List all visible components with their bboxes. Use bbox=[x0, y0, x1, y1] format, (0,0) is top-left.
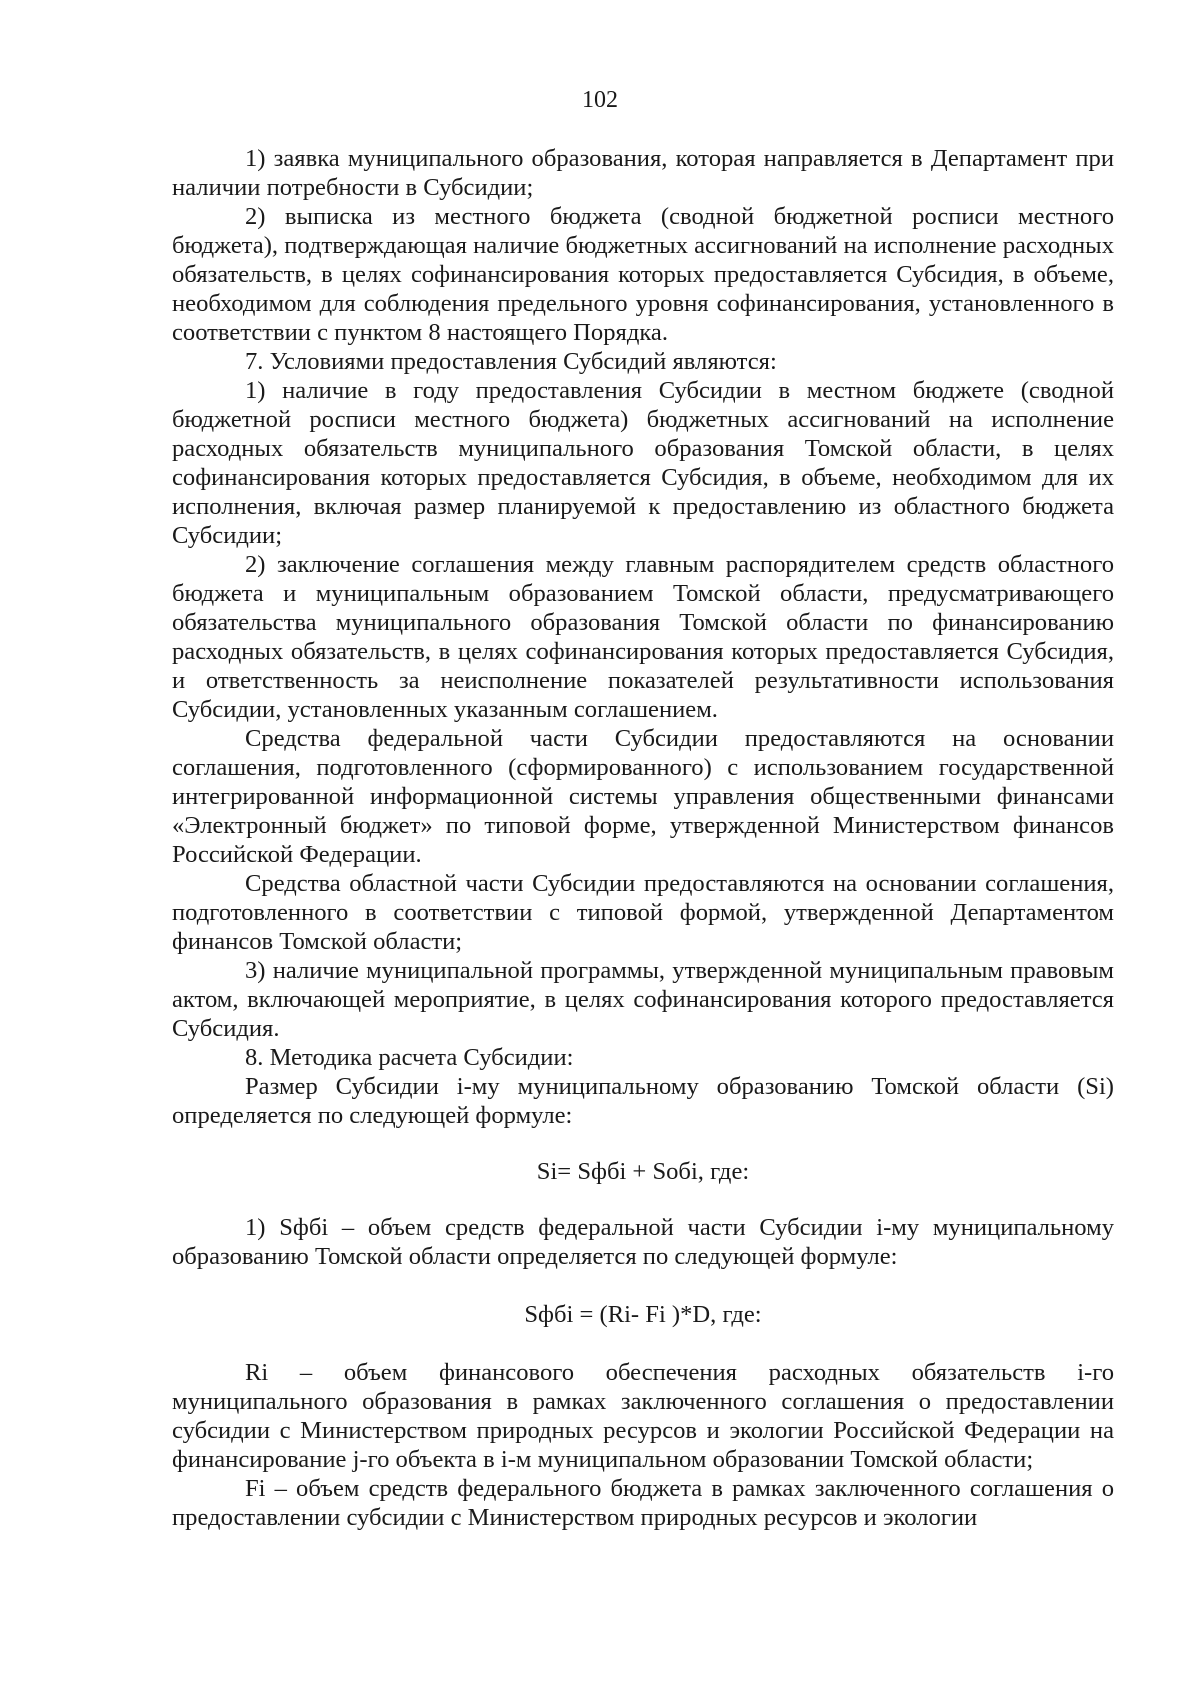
paragraph-ri-definition: Ri – объем финансового обеспечения расходных обязательств i-го муниципального образования в рамках заключенного соглашения о предоставлении субсидии с Министерством природных ресурсов и экологии Российской Федерации на финансирование j-го объекта в i-м муниципальном образовании Томской области; bbox=[172, 1359, 1114, 1473]
document-body bbox=[172, 144, 1114, 1532]
paragraph-condition-3: 3) наличие муниципальной программы, утвержденной муниципальным правовым актом, включающей мероприятие, в целях софинансирования которого предоставляется Субсидия. bbox=[172, 957, 1114, 1042]
formula-si: Si= Sфбi + Soбi, где: bbox=[536, 1158, 750, 1185]
paragraph-fi-definition: Fi – объем средств федерального бюджета в рамках заключенного соглашения о предоставлении субсидии с Министерством природных ресурсов и экологии bbox=[172, 1475, 1114, 1531]
paragraph-federal-funds: Средства федеральной части Субсидии предоставляются на основании соглашения, подготовленного (сформированного) с использованием государственной интегрированной информационной системы управления общественными финансами «Электронный бюджет» по типовой форме, утвержденной Министерством финансов Российской Федерации. bbox=[172, 725, 1114, 868]
page-number: 102 bbox=[582, 87, 618, 113]
paragraph-regional-funds: Средства областной части Субсидии предоставляются на основании соглашения, подготовленного в соответствии с типовой формой, утвержденной Департаментом финансов Томской области; bbox=[172, 870, 1114, 955]
paragraph-section-8-heading: 8. Методика расчета Субсидии: bbox=[245, 1044, 574, 1071]
paragraph-budget-extract: 2) выписка из местного бюджета (сводной бюджетной росписи местного бюджета), подтверждающая наличие бюджетных ассигнований на исполнение расходных обязательств, в целях софинансирования которых предоставляется Субсидия, в объеме, необходимом для соблюдения предельного уровня софинансирования, установленного в соответствии с пунктом 8 настоящего Порядка. bbox=[172, 203, 1114, 346]
formula-sfbi: Sфбi = (Ri- Fi )*D, где: bbox=[524, 1301, 762, 1328]
paragraph-condition-2: 2) заключение соглашения между главным распорядителем средств областного бюджета и муниципальным образованием Томской области, предусматривающего обязательства муниципального образования Томской области по финансированию расходных обязательств, в целях софинансирования которых предоставляется Субсидия, и ответственность за неисполнение показателей результативности использования Субсидии, установленных указанным соглашением. bbox=[172, 551, 1114, 723]
paragraph-section-7-heading: 7. Условиями предоставления Субсидий являются: bbox=[245, 348, 777, 375]
paragraph-subsidy-size: Размер Субсидии i-му муниципальному образованию Томской области (Si) определяется по следующей формуле: bbox=[172, 1073, 1114, 1129]
paragraph-condition-1: 1) наличие в году предоставления Субсидии в местном бюджете (сводной бюджетной росписи местного бюджета) бюджетных ассигнований на исполнение расходных обязательств муниципального образования Томской области, в целях софинансирования которых предоставляется Субсидия, в объеме, необходимом для их исполнения, включая размер планируемой к предоставлению из областного бюджета Субсидии; bbox=[172, 377, 1114, 549]
paragraph-application: 1) заявка муниципального образования, которая направляется в Департамент при наличии потребности в Субсидии; bbox=[172, 145, 1114, 201]
paragraph-federal-part-definition: 1) Sфбi – объем средств федеральной части Субсидии i-му муниципальному образованию Томской области определяется по следующей формуле: bbox=[172, 1214, 1114, 1270]
